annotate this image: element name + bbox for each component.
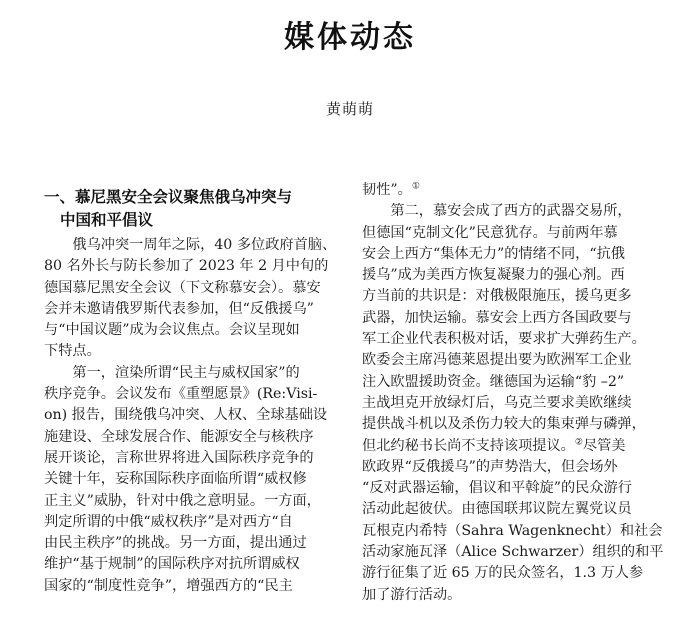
text-line: 与“中国议题”成为会议焦点。会议呈现如 xyxy=(44,322,300,339)
section-heading xyxy=(44,186,344,232)
author-name: 黄萌萌 xyxy=(325,100,374,118)
text-line: 正主义”威胁，针对中俄之意明显。一方面， xyxy=(44,492,321,509)
section-heading-line2: 中国和平倡议 xyxy=(60,211,154,229)
text-line: 安会上西方“集体无力”的情绪不同，“抗俄 xyxy=(362,245,625,262)
text-line: 俄乌冲突一周年之际，40 多位政府首脑、 xyxy=(72,237,337,253)
text-line: 德国慕尼黑安全会议（下文称慕安会）。慕安 xyxy=(44,279,321,296)
left-column xyxy=(44,235,337,597)
text-line: 但德国“克制文化”民意犹存。与前两年慕 xyxy=(362,224,618,241)
text-line: 欧政界“反俄援乌”的声势浩大，但会场外 xyxy=(362,458,618,475)
text-line xyxy=(362,180,654,201)
right-column xyxy=(362,180,664,606)
text-line: 维护“基于规制”的国际秩序对抗所谓威权 xyxy=(44,556,300,573)
section-heading-line1: 慕尼黑安全会议聚焦俄乌冲突与 xyxy=(75,188,293,206)
text-line: 第二，慕安会成了西方的武器交易所， xyxy=(390,203,632,220)
text-line: 方当前的共识是：对俄极限施压，援乌更多 xyxy=(362,288,632,305)
text-line: 武器，加快运输。慕安会上西方各国政要与 xyxy=(362,309,632,326)
footnote-marker: ② xyxy=(574,436,583,447)
page-title: 媒体动态 xyxy=(284,20,416,55)
text-line: on) 报告，围绕俄乌冲突、人权、全球基础设 xyxy=(44,407,328,424)
text-line: 第一，渲染所谓“民主与威权国家”的 xyxy=(72,364,300,381)
text-line: 瓦根克内希特（Sahra Wagenknecht）和社会 xyxy=(362,522,663,539)
text-line xyxy=(362,436,654,457)
text-line: 活动此起彼伏。由德国联邦议院左翼党议员 xyxy=(362,501,632,518)
text-line: 活动家施瓦泽（Alice Schwarzer）组织的和平 xyxy=(362,544,664,561)
text-line: 国家的“制度性竞争”，增强西方的“民主 xyxy=(44,577,293,594)
text-line: 会并未邀请俄罗斯代表参加，但“反俄援乌” xyxy=(44,300,314,317)
text-line: 援乌”成为美西方恢复凝聚力的强心剂。西 xyxy=(362,267,625,284)
text-line: 80 名外长与防长参加了 2023 年 2 月中旬的 xyxy=(44,258,329,275)
text-line: “反对武器运输，倡议和平斡旋”的民众游行 xyxy=(362,480,632,497)
text-line: 加了游行活动。 xyxy=(362,586,462,603)
section-number: 一、 xyxy=(44,188,76,206)
text-line: 欧委会主席冯德莱恩提出要为欧洲军工企业 xyxy=(362,352,632,369)
text-fragment: 韧性”。 xyxy=(362,182,412,198)
text-line: 下特点。 xyxy=(44,343,101,360)
text-line: 关键十年，妄称国际秩序面临所谓“威权修 xyxy=(44,471,307,488)
text-line: 游行征集了近 65 万的民众签名，1.3 万人参 xyxy=(362,565,644,582)
text-line: 展开谈论，言称世界将进入国际秩序竞争的 xyxy=(44,449,314,466)
text-fragment: 尽管美 xyxy=(582,437,626,454)
text-line: 注入欧盟援助资金。继德国为运输“豹 –2” xyxy=(362,373,625,390)
text-line: 秩序竞争。会议发布《重塑愿景》(Re:Visi- xyxy=(44,386,318,403)
text-fragment: 但北约秘书长尚不支持该项提议。 xyxy=(362,437,575,454)
footnote-marker: ① xyxy=(411,181,420,192)
text-line: 提供战斗机以及杀伤力较大的集束弹与磷弹， xyxy=(362,416,646,433)
text-line: 主战坦克开放绿灯后，乌克兰要求美欧继续 xyxy=(362,394,632,411)
text-line: 军工企业代表积极对话，要求扩大弹药生产。 xyxy=(362,331,646,348)
text-line: 施建设、全球发展合作、能源安全与核秩序 xyxy=(44,428,314,445)
text-line: 由民主秩序”的挑战。另一方面，提出通过 xyxy=(44,535,307,552)
text-line: 判定所谓的中俄“威权秩序”是对西方“自 xyxy=(44,513,293,530)
